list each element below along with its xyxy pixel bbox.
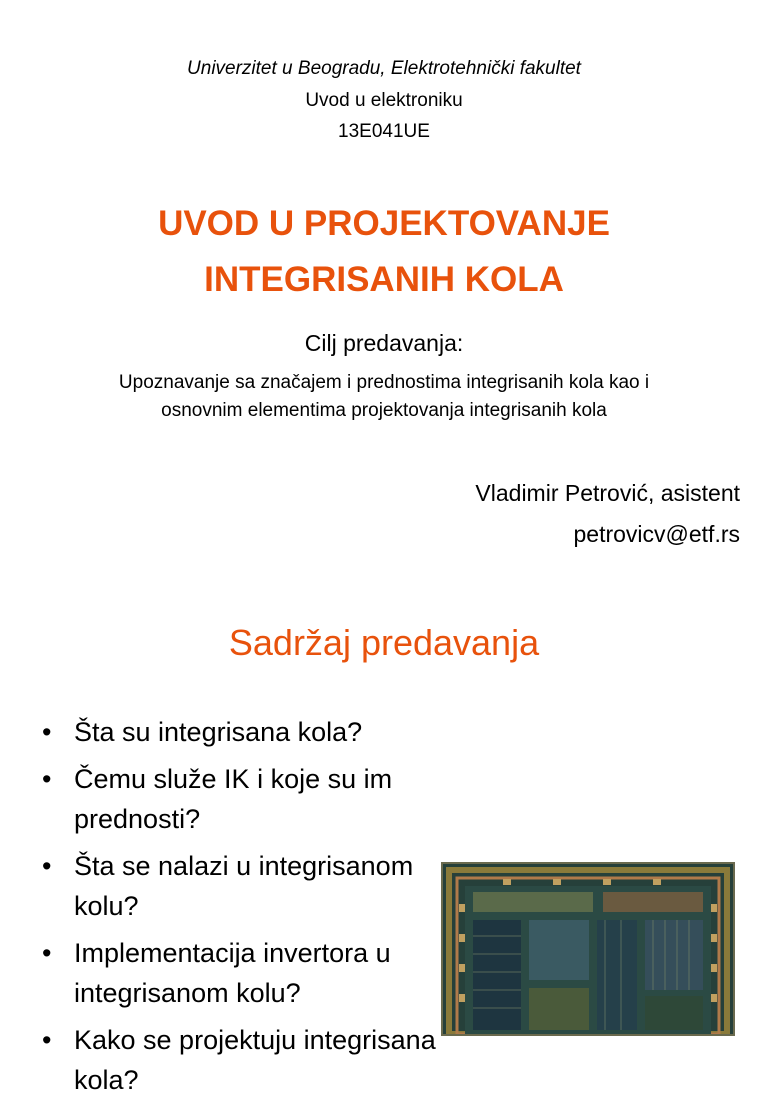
contents-item (42, 846, 462, 926)
goal-description-line-2: osnovnim elementima projektovanja integrisanih kola (161, 400, 607, 421)
author-name: Vladimir Petrović, asistent (475, 480, 740, 506)
contents-title: Sadržaj predavanja (228, 622, 540, 663)
contents-item-text: Šta su integrisana kola? (74, 717, 363, 747)
contents-item-text: Kako se projektuju integrisana kola? (74, 1025, 436, 1095)
goal-label: Cilj predavanja: (304, 330, 464, 356)
bullet-icon: • (42, 717, 52, 747)
author-email: petrovicv@etf.rs (573, 521, 740, 547)
contents-item (42, 933, 462, 1013)
contents-item (42, 1020, 462, 1100)
bullet-icon: • (42, 764, 52, 794)
goal-description (0, 369, 768, 425)
contents-item-text: Čemu služe IK i koje su im prednosti? (74, 764, 393, 834)
contents-item (42, 759, 462, 839)
university-name: Univerzitet u Beogradu, Elektrotehnički fakultet (187, 58, 581, 79)
lecture-title-line-1: UVOD U PROJEKTOVANJE (158, 204, 610, 243)
contents-item-text: Implementacija invertora u integrisanom kolu? (74, 938, 391, 1008)
bullet-icon: • (42, 938, 52, 968)
contents-item (42, 712, 462, 752)
bullet-icon: • (42, 1025, 52, 1055)
course-name: Uvod u elektroniku (305, 90, 463, 111)
lecture-title-line-2: INTEGRISANIH KOLA (204, 260, 564, 299)
goal-description-line-1: Upoznavanje sa značajem i prednostima integrisanih kola kao i (118, 372, 650, 393)
contents-item-text: Šta se nalazi u integrisanom kolu? (74, 851, 414, 921)
course-code: 13E041UE (338, 121, 430, 142)
integrated-circuit-image (441, 862, 735, 1036)
bullet-icon: • (42, 851, 52, 881)
integrated-circuit-die-icon (443, 864, 733, 1034)
contents-list (42, 712, 462, 1107)
